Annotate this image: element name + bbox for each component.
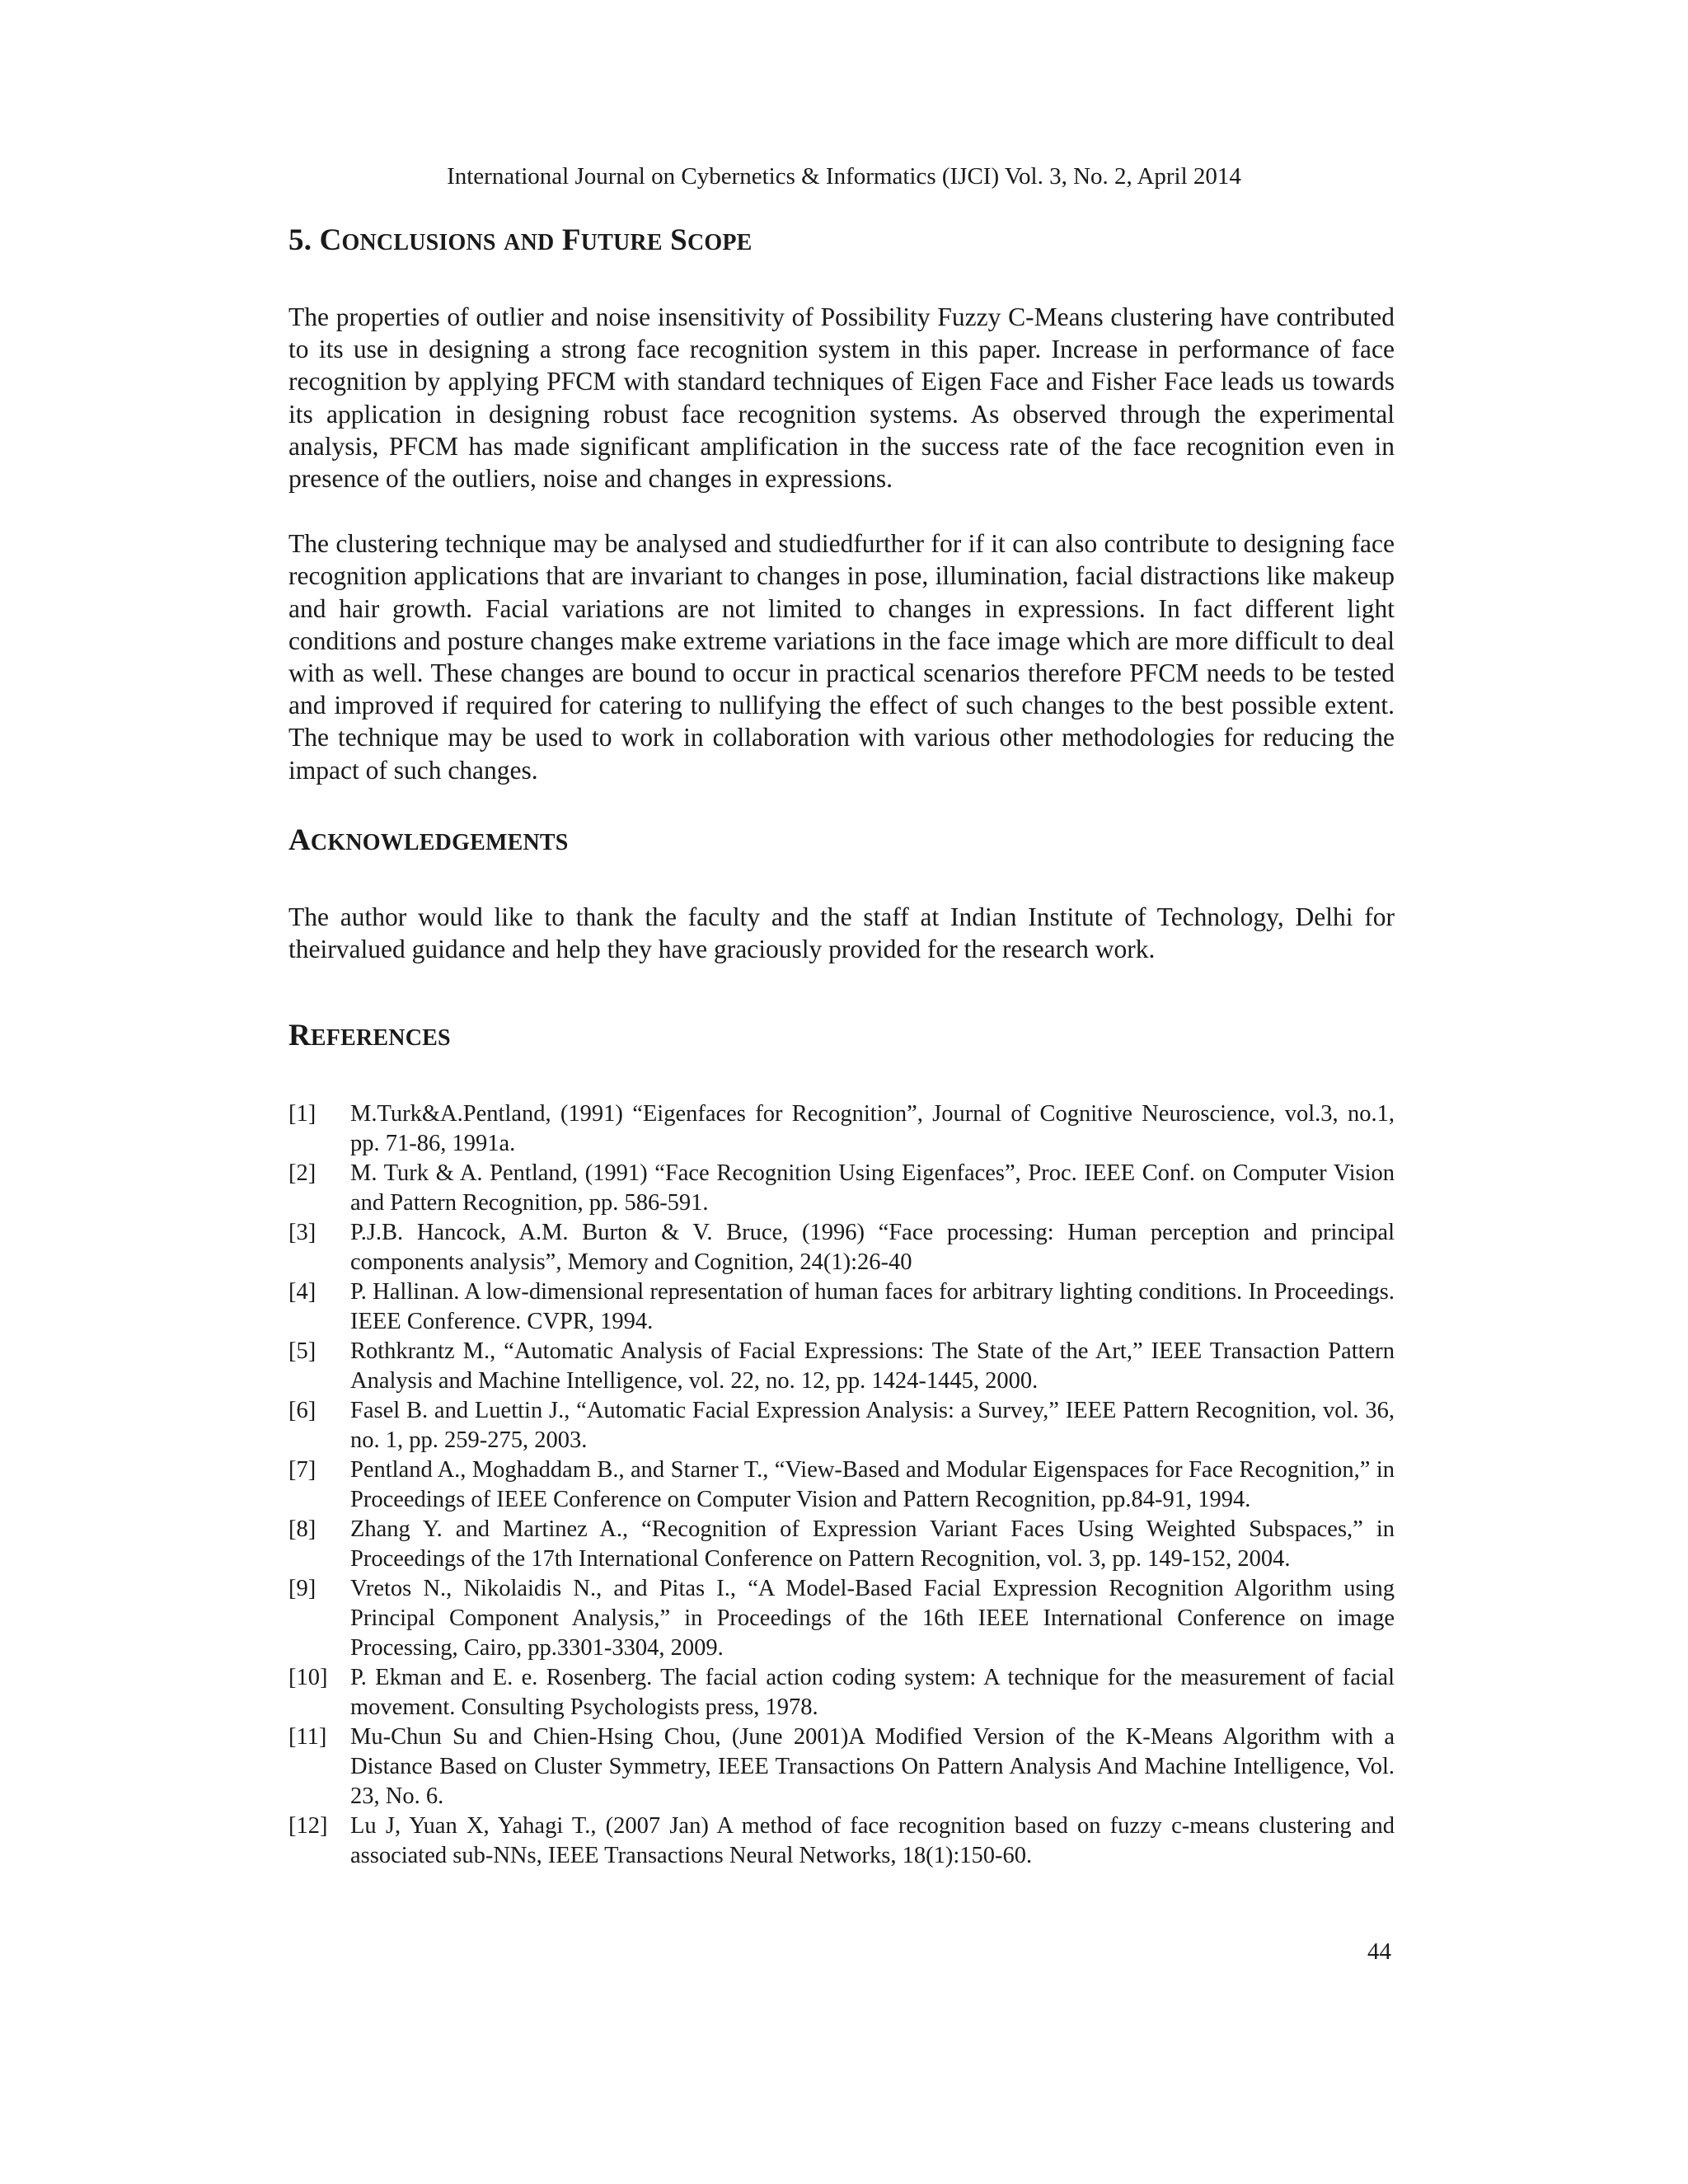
reference-text: P. Hallinan. A low-dimensional representation of human faces for arbitrary lighting conditions. In Proceedings. IEEE Conference. CVPR, 1994. [350, 1279, 1395, 1335]
acknowledgements-paragraph: The author would like to thank the faculty and the staff at Indian Institute of Technology, Delhi for theirvalued guidance and help they have graciously provided for the research work. [288, 902, 1395, 964]
reference-number: [9] [288, 1576, 316, 1602]
reference-number: [1] [288, 1101, 316, 1127]
heading-smallcaps: EFERENCES [310, 1025, 451, 1052]
reference-text: Rothkrantz M., “Automatic Analysis of Facial Expressions: The State of the Art,” IEEE Transaction Pattern Analysis and Machine Intelligence, vol. 22, no. 12, pp. 1424-1445, 2000. [350, 1338, 1395, 1394]
reference-item [288, 1455, 1395, 1515]
reference-item [288, 1218, 1395, 1277]
reference-item [288, 1574, 1395, 1663]
reference-number: [7] [288, 1457, 316, 1483]
reference-item [288, 1099, 1395, 1159]
heading-initial: A [288, 823, 311, 857]
reference-number: [8] [288, 1516, 316, 1543]
reference-text: Fasel B. and Luettin J., “Automatic Facial Expression Analysis: a Survey,” IEEE Pattern Recognition, vol. 36, no. 1, pp. 259-275, 2003. [350, 1398, 1395, 1454]
reference-number: [12] [288, 1813, 328, 1840]
reference-text: M.Turk&A.Pentland, (1991) “Eigenfaces for Recognition”, Journal of Cognitive Neuroscience, vol.3, no.1, pp. 71-86, 1991a. [350, 1101, 1395, 1157]
reference-text: P. Ekman and E. e. Rosenberg. The facial action coding system: A technique for the measurement of facial movement. Consulting Psychologists press, 1978. [350, 1665, 1395, 1721]
reference-item [288, 1396, 1395, 1455]
reference-number: [10] [288, 1665, 328, 1691]
reference-list [288, 1099, 1395, 1871]
reference-text: Vretos N., Nikolaidis N., and Pitas I., “A Model-Based Facial Expression Recognition Algorithm using Principal Component Analysis,” in Proceedings of the 16th IEEE International Conference on image Processing, Cairo, pp.3301-3304, 2009. [350, 1576, 1395, 1661]
heading-smallcaps: CKNOWLEDGEMENTS [310, 829, 569, 855]
reference-text: P.J.B. Hancock, A.M. Burton & V. Bruce, (1996) “Face processing: Human perception and principal components analysis”, Memory and Cognition, 24(1):26-40 [350, 1220, 1395, 1276]
reference-text: Lu J, Yuan X, Yahagi T., (2007 Jan) A method of face recognition based on fuzzy c-means clustering and associated sub-NNs, IEEE Transactions Neural Networks, 18(1):150-60. [350, 1813, 1395, 1869]
reference-item [288, 1159, 1395, 1218]
section-number: 5. [288, 223, 320, 257]
heading-initial: C [319, 223, 342, 257]
reference-number: [5] [288, 1338, 316, 1365]
section-heading-references [288, 1018, 1395, 1057]
reference-text: M. Turk & A. Pentland, (1991) “Face Recognition Using Eigenfaces”, Proc. IEEE Conf. on Computer Vision and Pattern Recognition, pp. 586-591. [350, 1160, 1395, 1216]
reference-number: [3] [288, 1220, 316, 1246]
reference-number: [4] [288, 1279, 316, 1305]
reference-item [288, 1811, 1395, 1871]
heading-initial: S [670, 223, 687, 257]
reference-text: Pentland A., Moghaddam B., and Starner T., “View-Based and Modular Eigenspaces for Face Recognition,” in Proceedings of IEEE Conference on Computer Vision and Pattern Recognition, pp.84-91, 1994. [350, 1457, 1395, 1513]
reference-item [288, 1337, 1395, 1396]
heading-smallcaps: AND [504, 230, 555, 255]
running-head: International Journal on Cybernetics & Informatics (IJCI) Vol. 3, No. 2, April 2014 [447, 163, 1241, 190]
reference-number: [2] [288, 1160, 316, 1187]
heading-initial: R [288, 1019, 311, 1053]
heading-smallcaps: COPE [687, 230, 753, 255]
heading-smallcaps: UTURE [580, 230, 663, 255]
reference-number: [6] [288, 1398, 316, 1424]
reference-item [288, 1277, 1395, 1337]
page-content [288, 216, 1395, 1871]
reference-item [288, 1722, 1395, 1811]
reference-item [288, 1515, 1395, 1574]
conclusions-paragraph-1: The properties of outlier and noise insensitivity of Possibility Fuzzy C-Means clustering have contributed to its use in designing a strong face recognition system in this paper. Increase in performance of face recognition by applying PFCM with standard techniques of Eigen Face and Fisher Face leads us towards its application in designing robust face recognition systems. As observed through the experimental analysis, PFCM has made significant amplification in the success rate of the face recognition even in presence of the outliers, noise and changes in expressions. [288, 302, 1395, 494]
section-heading-conclusions [288, 223, 1395, 261]
reference-text: Zhang Y. and Martinez A., “Recognition of Expression Variant Faces Using Weighted Subspaces,” in Proceedings of the 17th International Conference on Pattern Recognition, vol. 3, pp. 149-152, 2004. [350, 1516, 1395, 1572]
reference-item [288, 1663, 1395, 1722]
conclusions-paragraph-2: The clustering technique may be analysed and studiedfurther for if it can also contribute to designing face recognition applications that are invariant to changes in pose, illumination, facial distractions like makeup and hair growth. Facial variations are not limited to changes in expressions. In fact different light conditions and posture changes make extreme variations in the face image which are more difficult to deal with as well. These changes are bound to occur in practical scenarios therefore PFCM needs to be tested and improved if required for catering to nullifying the effect of such changes to the best possible extent. The technique may be used to work in collaboration with various other methodologies for reducing the impact of such changes. [288, 529, 1395, 785]
heading-initial: F [561, 223, 581, 257]
heading-smallcaps: ONCLUSIONS [341, 230, 496, 255]
page-number: 44 [1367, 1938, 1391, 1965]
reference-number: [11] [288, 1724, 327, 1750]
reference-text: Mu-Chun Su and Chien-Hsing Chou, (June 2001)A Modified Version of the K-Means Algorithm with a Distance Based on Cluster Symmetry, IEEE Transactions On Pattern Analysis And Machine Intelligence, Vol. 23, No. 6. [350, 1724, 1395, 1810]
section-heading-acknowledgements [288, 823, 1395, 861]
